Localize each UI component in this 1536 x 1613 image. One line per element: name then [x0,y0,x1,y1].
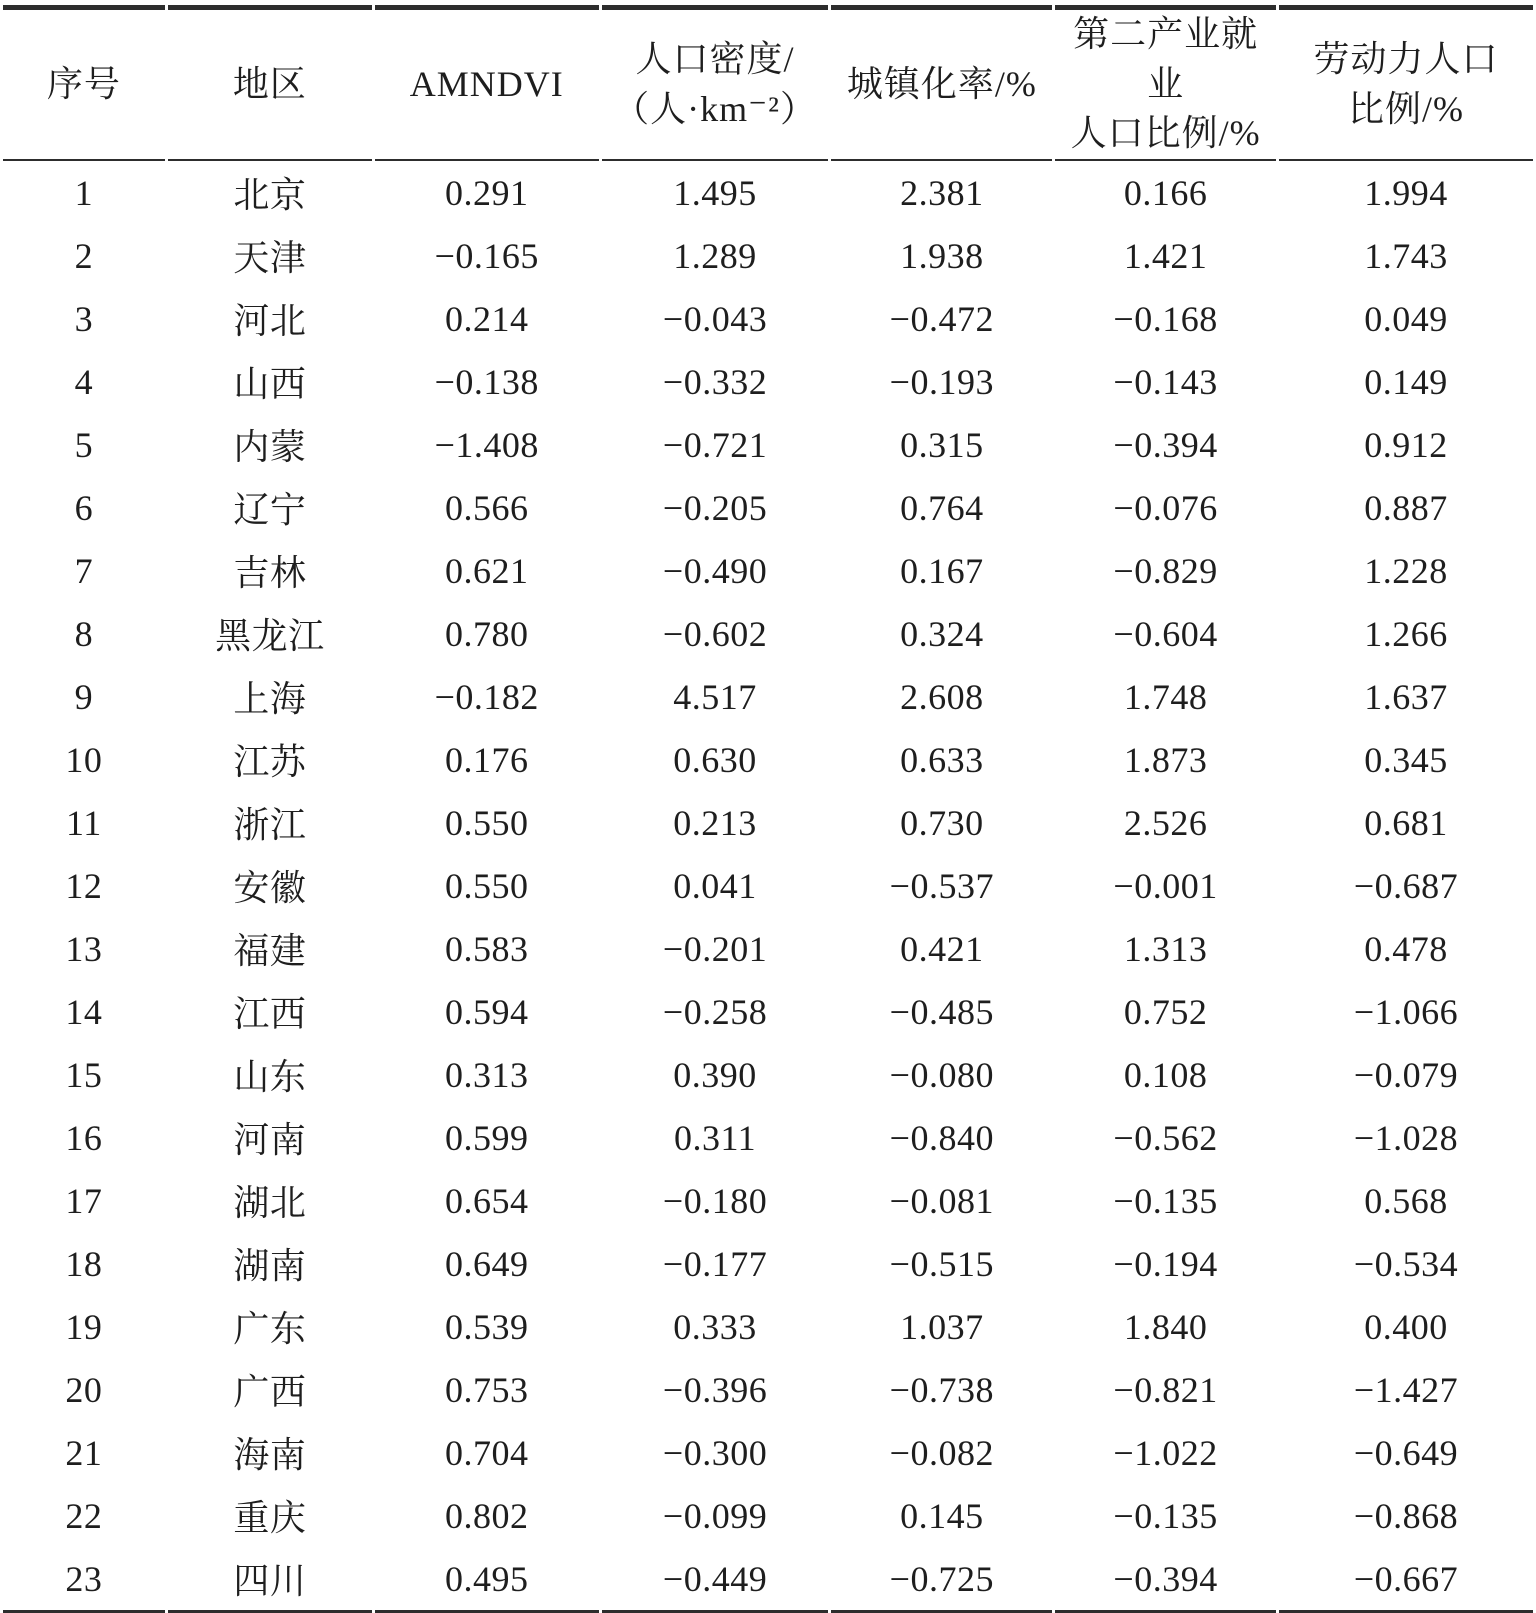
cell-amndvi: 0.495 [375,1547,599,1613]
table-row [3,476,1533,539]
cell-index: 14 [65,991,103,1032]
col-header-line: 人口密度/ [635,38,795,79]
cell-index: 4 [74,361,94,402]
cell-region: 海南 [233,1435,307,1476]
table-row [3,1232,1533,1295]
cell-index: 3 [74,298,94,339]
table-row [3,728,1533,791]
cell-urbanization: −0.472 [889,298,994,339]
cell-secondary_industry_employment: −0.394 [1113,424,1218,465]
cell-labor_force: 0.912 [1364,424,1448,465]
cell-amndvi: 0.780 [445,613,529,654]
cell-labor_force: 1.637 [1364,676,1448,717]
cell-secondary_industry_employment: 1.421 [1123,235,1208,276]
cell-region: 江西 [233,994,307,1035]
cell-secondary_industry_employment: −0.001 [1113,865,1218,906]
cell-amndvi: −1.408 [434,424,539,465]
col-header-amndvi [375,5,599,161]
cell-density: −0.300 [662,1432,768,1473]
cell-secondary_industry_employment: −0.135 [1113,1180,1218,1221]
cell-secondary_industry_employment: −0.135 [1113,1495,1218,1536]
cell-index: 6 [74,487,94,528]
cell-density: −0.396 [662,1369,768,1410]
cell-urbanization: 0.315 [900,424,984,465]
cell-secondary_industry_employment: 1.840 [1123,1306,1208,1347]
table-row [3,980,1533,1043]
cell-labor_force: −0.079 [1353,1054,1459,1095]
cell-density: 1.495 [673,172,757,213]
cell-secondary_industry_employment: 1.313 [1123,928,1208,969]
table-row [3,1421,1533,1484]
cell-index: 23 [3,1547,165,1613]
cell-urbanization: 1.037 [900,1306,984,1347]
table-row [3,1169,1533,1232]
cell-region: 安徽 [233,868,307,909]
cell-secondary_industry_employment: 2.526 [1123,802,1208,843]
cell-region: 山西 [233,364,307,405]
cell-density: 1.289 [673,235,757,276]
cell-labor_force: 0.887 [1364,487,1448,528]
cell-density: 0.213 [673,802,757,843]
cell-urbanization: 0.167 [900,550,984,591]
cell-urbanization: −0.515 [889,1243,994,1284]
table-row [3,287,1533,350]
cell-density: −0.043 [662,298,768,339]
cell-amndvi: 0.539 [445,1306,529,1347]
cell-index: 8 [74,613,94,654]
cell-density: −0.201 [662,928,768,969]
cell-urbanization: 0.730 [900,802,984,843]
cell-region: 河南 [233,1120,307,1161]
cell-density: −0.721 [662,424,768,465]
cell-labor_force: −0.687 [1353,865,1459,906]
cell-region: 山东 [233,1057,307,1098]
col-header-line: 第二产业就业 [1073,14,1259,104]
cell-labor_force: 0.345 [1364,739,1448,780]
cell-urbanization: −0.725 [831,1547,1052,1613]
cell-index: 7 [74,550,94,591]
cell-secondary_industry_employment: −0.829 [1113,550,1218,591]
provinces-data-table [0,5,1536,1613]
cell-density: 0.630 [673,739,757,780]
cell-labor_force: 0.149 [1364,361,1448,402]
cell-secondary_industry_employment: −0.194 [1113,1243,1218,1284]
cell-urbanization: −0.081 [889,1180,994,1221]
cell-urbanization: −0.485 [889,991,994,1032]
cell-index: 12 [65,865,103,906]
cell-index: 20 [65,1369,103,1410]
cell-region: 广东 [233,1309,307,1350]
cell-secondary_industry_employment: −0.604 [1113,613,1218,654]
cell-region: 浙江 [233,805,307,846]
cell-urbanization: 2.608 [900,676,984,717]
col-header-line: 人口比例/% [1070,113,1261,154]
cell-secondary_industry_employment: −0.562 [1113,1117,1218,1158]
cell-index: 19 [65,1306,103,1347]
cell-density: −0.177 [662,1243,768,1284]
cell-urbanization: 0.324 [900,613,984,654]
col-header-region [168,5,372,161]
cell-secondary_industry_employment: 0.166 [1123,172,1208,213]
cell-index: 13 [65,928,103,969]
cell-amndvi: 0.621 [445,550,529,591]
cell-amndvi: 0.313 [445,1054,529,1095]
cell-density: −0.258 [662,991,768,1032]
cell-amndvi: 0.583 [445,928,529,969]
cell-labor_force: 0.478 [1364,928,1448,969]
cell-region: 江苏 [233,742,307,783]
cell-urbanization: −0.082 [889,1432,994,1473]
cell-secondary_industry_employment: 0.752 [1123,991,1208,1032]
table-row [3,854,1533,917]
cell-urbanization: −0.080 [889,1054,994,1095]
cell-labor_force: −1.028 [1353,1117,1459,1158]
table-row [3,539,1533,602]
cell-urbanization: −0.537 [889,865,994,906]
col-header-line: 地区 [232,63,307,104]
cell-density: −0.099 [662,1495,768,1536]
cell-region: 湖南 [233,1246,307,1287]
cell-region: 北京 [233,175,307,216]
cell-secondary_industry_employment: −0.168 [1113,298,1218,339]
col-header-labor_force [1279,5,1533,161]
cell-region: 天津 [233,238,307,279]
table-row [3,665,1533,728]
table-row [3,1484,1533,1547]
col-header-density [602,5,829,161]
cell-labor_force: 0.049 [1364,298,1448,339]
cell-amndvi: −0.165 [434,235,539,276]
table-row [3,413,1533,476]
cell-region: 湖北 [233,1183,307,1224]
table-header [3,5,1533,161]
cell-labor_force: −1.066 [1353,991,1459,1032]
cell-region: 广西 [233,1372,307,1413]
cell-density: 4.517 [673,676,757,717]
col-header-line: 比例/% [1347,88,1464,129]
cell-density: −0.332 [662,361,768,402]
cell-index: 22 [65,1495,103,1536]
cell-region: 四川 [168,1547,372,1613]
cell-density: −0.180 [662,1180,768,1221]
cell-urbanization: 2.381 [900,172,984,213]
table-row [3,224,1533,287]
cell-density: 0.333 [673,1306,757,1347]
cell-index: 16 [65,1117,103,1158]
table-body [3,161,1533,1613]
cell-region: 吉林 [233,553,307,594]
cell-amndvi: 0.291 [445,172,529,213]
col-header-line: 城镇化率/% [846,63,1037,104]
cell-index: 9 [74,676,94,717]
cell-amndvi: 0.550 [445,865,529,906]
col-header-line: 序号 [46,63,121,104]
header-row [3,5,1533,161]
cell-secondary_industry_employment: −1.022 [1113,1432,1218,1473]
cell-labor_force: −0.534 [1353,1243,1459,1284]
cell-labor_force: 1.266 [1364,613,1448,654]
table-row [3,1106,1533,1169]
cell-density: 0.390 [673,1054,757,1095]
cell-index: 5 [74,424,94,465]
col-header-urbanization [831,5,1052,161]
cell-secondary_industry_employment: −0.076 [1113,487,1218,528]
cell-labor_force: −0.667 [1279,1547,1533,1613]
cell-index: 21 [65,1432,103,1473]
cell-region: 上海 [233,679,307,720]
cell-amndvi: 0.654 [445,1180,529,1221]
cell-density: −0.449 [602,1547,829,1613]
cell-density: −0.490 [662,550,768,591]
cell-amndvi: 0.214 [445,298,529,339]
cell-amndvi: 0.566 [445,487,529,528]
cell-urbanization: −0.840 [889,1117,994,1158]
cell-labor_force: 0.681 [1364,802,1448,843]
cell-amndvi: 0.599 [445,1117,529,1158]
cell-region: 黑龙江 [215,616,325,657]
cell-urbanization: 0.145 [900,1495,984,1536]
cell-index: 2 [74,235,94,276]
cell-urbanization: 0.421 [900,928,984,969]
cell-labor_force: 1.743 [1364,235,1448,276]
cell-labor_force: 0.568 [1364,1180,1448,1221]
cell-amndvi: −0.138 [434,361,539,402]
cell-index: 15 [65,1054,103,1095]
table-row [3,1547,1533,1613]
cell-density: 0.311 [673,1117,757,1158]
cell-density: −0.205 [662,487,768,528]
cell-secondary_industry_employment: −0.394 [1055,1547,1276,1613]
cell-amndvi: 0.594 [445,991,529,1032]
cell-region: 辽宁 [233,490,307,531]
cell-labor_force: 1.228 [1364,550,1448,591]
cell-index: 11 [66,802,102,843]
table-row [3,602,1533,665]
cell-labor_force: 0.400 [1364,1306,1448,1347]
cell-secondary_industry_employment: 1.873 [1123,739,1208,780]
cell-density: −0.602 [662,613,768,654]
cell-secondary_industry_employment: −0.821 [1113,1369,1218,1410]
table-row [3,917,1533,980]
cell-amndvi: 0.176 [445,739,529,780]
col-header-line: 劳动力人口 [1313,38,1499,79]
cell-urbanization: 0.633 [900,739,984,780]
table-row [3,1295,1533,1358]
cell-labor_force: 1.994 [1364,172,1448,213]
cell-labor_force: −0.649 [1353,1432,1459,1473]
cell-region: 重庆 [233,1498,307,1539]
cell-density: 0.041 [673,865,757,906]
cell-amndvi: 0.753 [445,1369,529,1410]
cell-index: 18 [65,1243,103,1284]
cell-region: 福建 [233,931,307,972]
cell-urbanization: −0.738 [889,1369,994,1410]
table-row [3,791,1533,854]
cell-secondary_industry_employment: 0.108 [1123,1054,1208,1095]
col-header-index [3,5,165,161]
cell-region: 内蒙 [233,427,307,468]
table-row [3,1043,1533,1106]
cell-index: 1 [74,172,94,213]
cell-index: 10 [65,739,103,780]
cell-region: 河北 [233,301,307,342]
table-row [3,161,1533,224]
col-header-line: （人·km⁻²） [613,88,817,129]
cell-secondary_industry_employment: −0.143 [1113,361,1218,402]
cell-index: 17 [65,1180,103,1221]
cell-amndvi: −0.182 [434,676,539,717]
cell-amndvi: 0.802 [445,1495,529,1536]
cell-amndvi: 0.704 [445,1432,529,1473]
cell-amndvi: 0.649 [445,1243,529,1284]
cell-secondary_industry_employment: 1.748 [1123,676,1208,717]
cell-labor_force: −0.868 [1353,1495,1459,1536]
cell-urbanization: 0.764 [900,487,984,528]
cell-amndvi: 0.550 [445,802,529,843]
col-header-secondary_industry_employment [1055,5,1276,161]
cell-urbanization: −0.193 [889,361,994,402]
cell-urbanization: 1.938 [900,235,984,276]
table-row [3,350,1533,413]
col-header-line: AMNDVI [409,63,564,104]
table-row [3,1358,1533,1421]
cell-labor_force: −1.427 [1353,1369,1459,1410]
